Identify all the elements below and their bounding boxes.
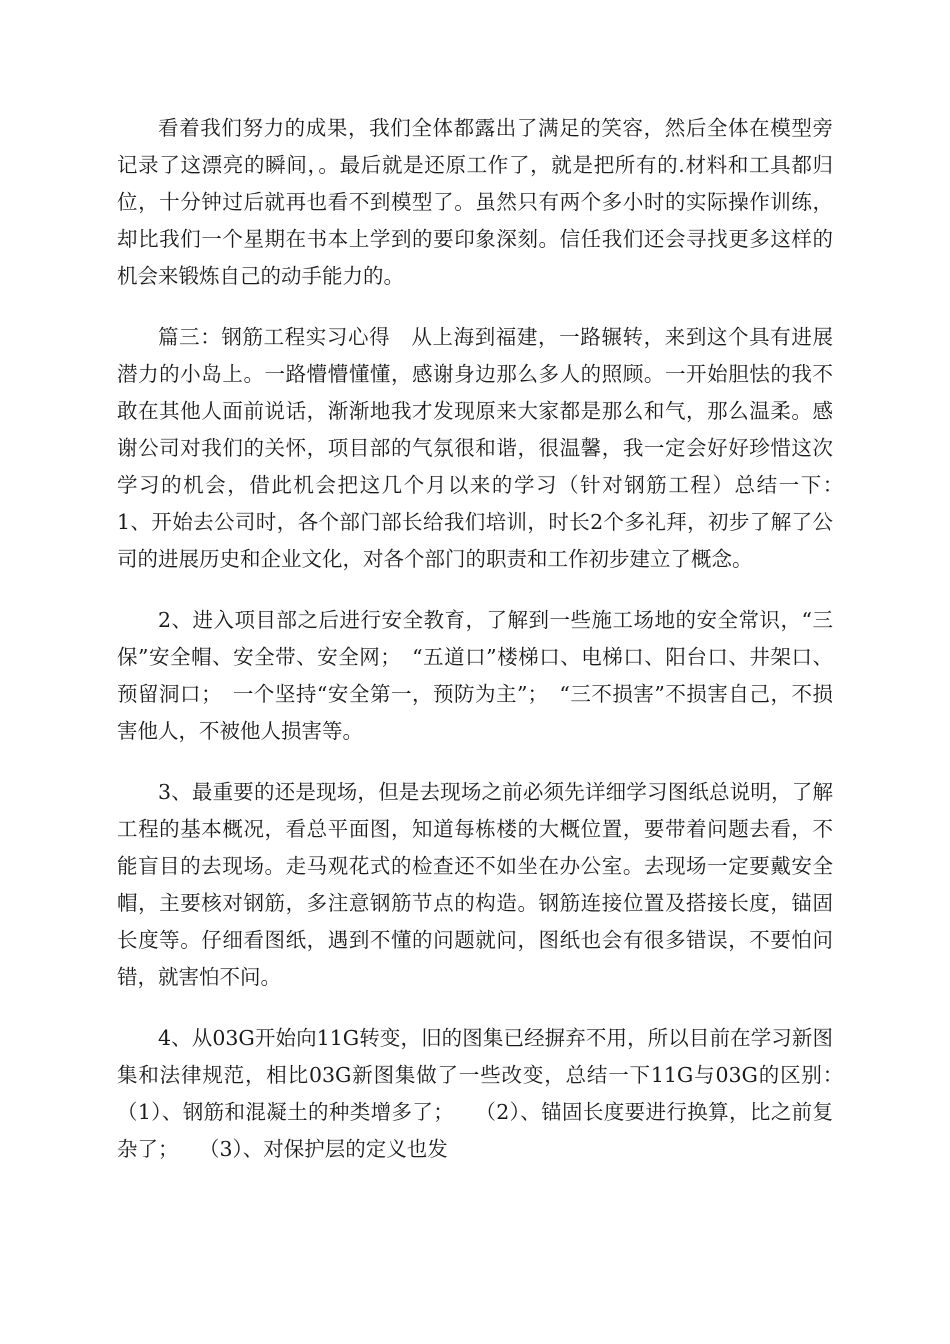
paragraph-site-inspection: 3、最重要的还是现场，但是去现场之前必须先详细学习图纸总说明，了解工程的基本概况，看总平面图，知道每栋楼的大概位置，要带着问题去看，不能盲目的去现场。走马观花式的检查还不如坐在办公室。去现场一定要戴安全帽，主要核对钢筋，多注意钢筋节点的构造。钢筋连接位置及搭接长度，锚固长度等。仔细看图纸，遇到不懂的问题就问，图纸也会有很多错误，不要怕问错，就害怕不问。 bbox=[117, 780, 833, 989]
paragraph-model-result: 看着我们努力的成果，我们全体都露出了满足的笑容，然后全体在模型旁记录了这漂亮的瞬间，。最后就是还原工作了，就是把所有的.材料和工具都归位，十分钟过后就再也看不到模型了。虽然只有两个多小时的实际操作训练，却比我们一个星期在书本上学到的要印象深刻。信任我们还会寻找更多这样的机会来锻炼自己的动手能力的。 bbox=[117, 116, 833, 288]
paragraph-rebar-internship-intro: 篇三：钢筋工程实习心得 从上海到福建，一路辗转，来到这个具有进展潜力的小岛上。一路懵懵懂懂，感谢身边那么多人的照顾。一开始胆怯的我不敢在其他人面前说话，渐渐地我才发现原来大家都是那么和气，那么温柔。感谢公司对我们的关怀，项目部的气氛很和谐，很温馨，我一定会好好珍惜这次学习的机会，借此机会把这几个月以来的学习（针对钢筋工程）总结一下： 1、开始去公司时，各个部门部长给我们培训，时长2个多礼拜，初步了解了公司的进展历史和企业文化，对各个部门的职责和工作初步建立了概念。 bbox=[117, 325, 874, 571]
paragraph-atlas-change: 4、从03G开始向11G转变，旧的图集已经摒弃不用，所以目前在学习新图集和法律规范，相比03G新图集做了一些改变，总结一下11G与03G的区别： （1）、钢筋和混凝土的种类增多了； （2）、锚固长度要进行换算，比之前复杂了； （3）、对保护层的定义也发 bbox=[117, 1026, 874, 1161]
document-body bbox=[117, 110, 874, 1191]
paragraph-safety-education: 2、进入项目部之后进行安全教育，了解到一些施工场地的安全常识，“三保”安全帽、安全带、安全网； “五道口”楼梯口、电梯口、阳台口、井架口、预留洞口； 一个坚持“安全第一，预防为主”； “三不损害”不损害自己，不损害他人，不被他人损害等。 bbox=[117, 608, 833, 743]
